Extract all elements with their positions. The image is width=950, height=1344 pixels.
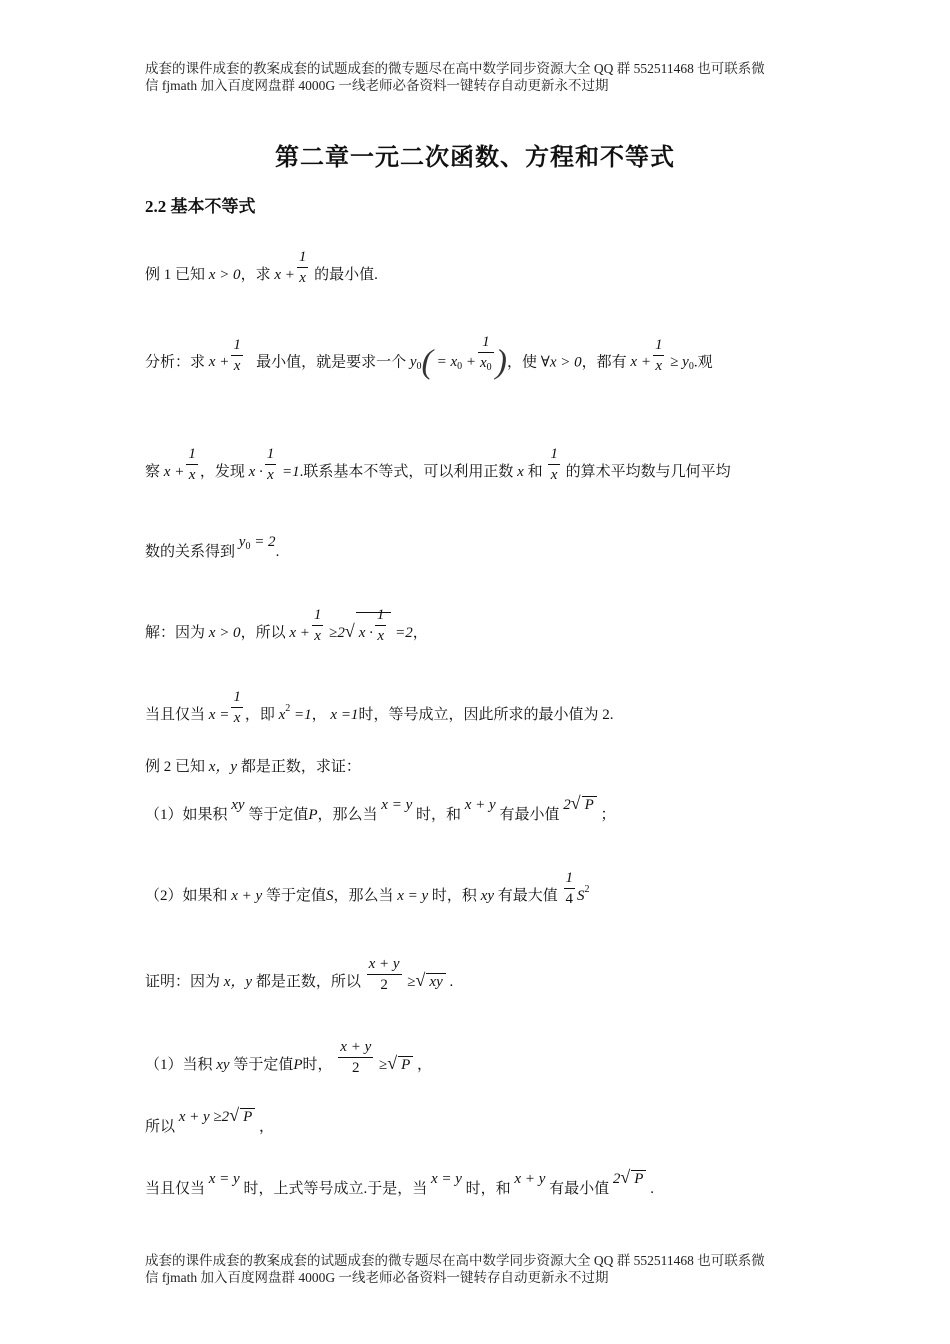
formula-am-gm: $\frac{x + y}{2}$ ≥√ xy <box>365 974 446 990</box>
formula-x-plus-1-over-x: x + $\frac{1}{x}$ <box>208 336 241 374</box>
formula-am-gm-x: x + $\frac{1}{x}$ ≥2√ x · $\frac{1}{x}$ =2 <box>289 625 412 641</box>
proof-line-2: （1）当积 xy 等于定值P时， $\frac{x + y}{2}$ ≥√ P ， <box>145 1039 433 1076</box>
header-line-1: 成套的课件成套的教案成套的试题成套的微专题尽在高中数学同步资源大全 QQ 群 552511468 也可联系微 <box>145 61 765 76</box>
analysis-line-2: 察 x + $\frac{1}{x}$ ，发现 x · $\frac{1}{x}$ =1.联系基本不等式，可以利用正数 x 和 $\frac{1}{x}$ 的算术平均数与几何平均 <box>145 446 731 483</box>
formula-product-1: x · $\frac{1}{x}$ =1 <box>248 446 300 483</box>
formula-1-over-x: $\frac{1}{x}$ <box>550 446 558 483</box>
solution-line-1: 解：因为 x > 0，所以 x + $\frac{1}{x}$ ≥2√ x · $\frac{1}{x}$ =2， <box>145 612 845 654</box>
formula-y0-def: $y_0( = x_0$ + $\frac{1}{x_0}$ ) <box>409 334 507 381</box>
page-footer <box>145 1252 810 1286</box>
formula-y0-eq-2: $y_0 = 2$ <box>238 534 276 552</box>
proof-line-1: 证明：因为 x，y 都是正数，所以 $\frac{x + y}{2}$ ≥√ xy . <box>145 956 454 993</box>
formula-quarter-s-squared: $\frac{1}{4}$ $S^2$ <box>565 870 590 907</box>
footer-line-1: 成套的课件成套的教案成套的试题成套的微专题尽在高中数学同步资源大全 QQ 群 552511468 也可联系微 <box>145 1253 765 1268</box>
formula-x-eq-1-over-x: x = $\frac{1}{x}$ <box>208 689 241 726</box>
analysis-line-1: 分析：求 x + $\frac{1}{x}$ 最小值，就是要求一个 $y_0( = x_0$ + $\frac{1}{x_0}$ )，使 ∀x > 0，都有 x + $\frac{1}{x}$ ≥ $y_0$.观 <box>145 334 713 381</box>
formula-am-gm-p: $\frac{x + y}{2}$ ≥√ P <box>336 1057 413 1073</box>
proof-line-4: 当且仅当 x = y 时，上式等号成立.于是，当 x = y 时，和 x + y 有最小值 2√ P . <box>145 1167 654 1197</box>
footer-line-2: 信 fjmath 加入百度网盘群 4000G 一线老师必备资料一键转存自动更新永不过期 <box>145 1270 609 1285</box>
solution-line-2: 当且仅当 x = $\frac{1}{x}$ ，即 $x^2 =1$， x =1时，等号成立，因此所求的最小值为 2. <box>145 689 614 726</box>
formula-ineq-y0: x + $\frac{1}{x}$ ≥ $y_0$ <box>630 336 694 374</box>
formula-sum-ge-2-sqrt-p: x + y ≥2√ P <box>179 1109 255 1125</box>
page-header <box>145 60 810 94</box>
section-heading: 2.2 基本不等式 <box>145 197 256 216</box>
example-1: 例 1 已知 x > 0，求 x + $\frac{1}{x}$ 的最小值. <box>145 249 378 286</box>
chapter-title: 第二章一元二次函数、方程和不等式 <box>275 145 675 171</box>
analysis-line-3: 数的关系得到 $y_0 = 2$. <box>145 534 280 560</box>
formula-x-eq-1: x =1 <box>330 706 359 723</box>
example-2-part-2: （2）如果和 x + y 等于定值S，那么当 x = y 时，积 xy 有最大值 $\frac{1}{4}$ $S^2$ <box>145 870 590 907</box>
proof-line-3: 所以 x + y ≥2√ P ， <box>145 1105 275 1135</box>
formula-forall-x: ∀x > 0 <box>540 354 582 371</box>
formula-x-plus-1-over-x: x + $\frac{1}{x}$ <box>274 249 307 286</box>
formula-x-squared-1: $x^2 =1$ <box>278 702 312 723</box>
formula-2-sqrt-p: 2√ P <box>563 797 597 813</box>
formula-2-sqrt-p: 2√ P <box>613 1171 647 1187</box>
example-2-part-1: （1）如果积 xy 等于定值P，那么当 x = y 时，和 x + y 有最小值 2√ P ； <box>145 793 616 823</box>
formula-x-plus-1-over-x: x + $\frac{1}{x}$ <box>163 446 196 483</box>
header-line-2: 信 fjmath 加入百度网盘群 4000G 一线老师必备资料一键转存自动更新永不过期 <box>145 78 609 93</box>
formula-x-gt-0: x > 0 <box>208 624 241 641</box>
formula-x-gt-0: x > 0 <box>208 266 241 283</box>
example-2: 例 2 已知 x，y 都是正数，求证： <box>145 759 361 775</box>
